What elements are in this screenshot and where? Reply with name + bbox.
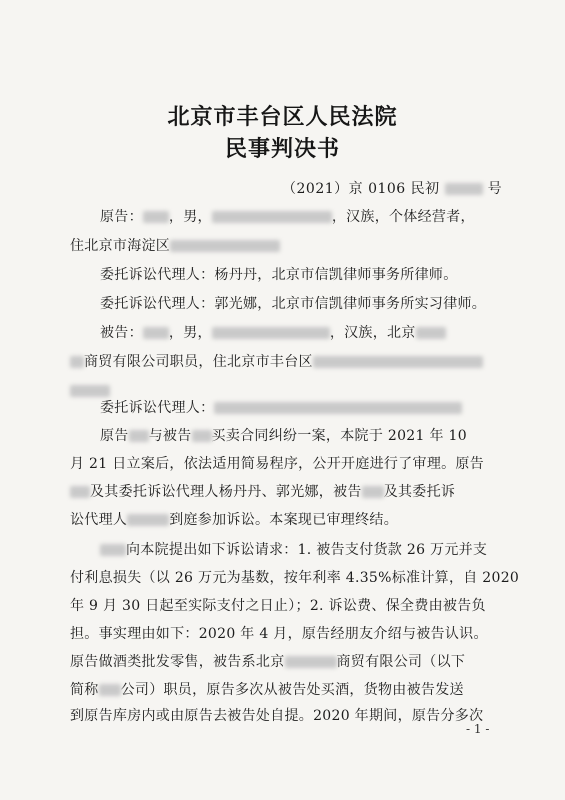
plaintiff-line: 原告： ，男， ，汉族，个体经营者， bbox=[100, 209, 475, 225]
redacted-agent bbox=[214, 402, 462, 414]
redacted-birthdate bbox=[212, 327, 330, 339]
redacted-company bbox=[70, 356, 84, 368]
defendant-line: 被告： ，男， ，汉族，北京 bbox=[100, 323, 520, 343]
redacted-name bbox=[129, 430, 149, 442]
redacted-company bbox=[99, 684, 121, 696]
agent-line-2: 委托诉讼代理人：郭光娜，北京市信凯律师事务所实习律师。 bbox=[100, 296, 487, 312]
agent-line-1: 委托诉讼代理人：杨丹丹，北京市信凯律师事务所律师。 bbox=[100, 267, 458, 283]
redacted-name bbox=[192, 430, 212, 442]
redacted-company bbox=[416, 327, 446, 339]
case-para-line-4: 讼代理人 到庭参加诉讼。本案现已审理终结。 bbox=[70, 512, 399, 528]
court-name: 北京市丰台区人民法院 bbox=[167, 105, 398, 130]
redacted-address bbox=[170, 240, 280, 252]
case-number-suffix: 号 bbox=[487, 181, 503, 197]
redacted-address bbox=[313, 356, 483, 368]
case-para-line-2: 月 21 日立案后，依法适用简易程序，公开开庭进行了审理。原告 bbox=[70, 456, 485, 472]
redacted-company bbox=[285, 656, 337, 668]
case-para-line-1: 原告 与被告 买卖合同纠纷一案，本院于 2021 年 10 bbox=[100, 428, 467, 444]
redacted-name bbox=[362, 486, 384, 498]
case-para-line-3: 及其委托诉讼代理人杨丹丹、郭光娜，被告 及其委托诉 bbox=[70, 482, 520, 502]
claims-line-1: 向本院提出如下诉讼请求：1. 被告支付货款 26 万元并支 bbox=[100, 540, 520, 560]
redacted-address bbox=[70, 385, 110, 397]
redacted-name bbox=[143, 327, 169, 339]
redacted-birthdate bbox=[212, 211, 332, 223]
claims-line-3: 年 9 月 30 日起至实际支付之日止）；2. 诉讼费、保全费由被告负 bbox=[70, 598, 486, 614]
redacted-name bbox=[143, 211, 169, 223]
claims-line-2: 付利息损失（以 26 万元为基数，按年利率 4.35%标准计算，自 2020 bbox=[70, 570, 520, 586]
defendant-agent: 委托诉讼代理人： bbox=[100, 398, 520, 418]
claims-line-5: 原告做酒类批发零售，被告系北京 商贸有限公司（以下 bbox=[70, 654, 466, 670]
claims-line-4: 担。事实理由如下：2020 年 4 月，原告经朋友介绍与被告认识。 bbox=[70, 626, 488, 642]
defendant-address: 商贸有限公司职员，住北京市丰台区 bbox=[70, 352, 520, 372]
plaintiff-address: 住北京市海淀区 bbox=[70, 236, 520, 256]
document-type: 民事判决书 bbox=[224, 137, 340, 162]
case-number-prefix: （2021）京 0106 民初 bbox=[282, 181, 440, 197]
case-number bbox=[282, 178, 502, 198]
claims-line-7: 到原告库房内或由原告去被告处自提。2020 年期间，原告分多次 bbox=[70, 708, 484, 724]
redacted-name bbox=[127, 514, 169, 526]
redacted-name bbox=[100, 544, 126, 556]
redacted-name bbox=[70, 486, 90, 498]
page-number: - 1 - bbox=[466, 722, 490, 736]
redacted-case-id bbox=[445, 183, 483, 195]
claims-line-6: 简称 公司）职员，原告多次从被告处买酒，货物由被告发送 bbox=[70, 682, 464, 698]
